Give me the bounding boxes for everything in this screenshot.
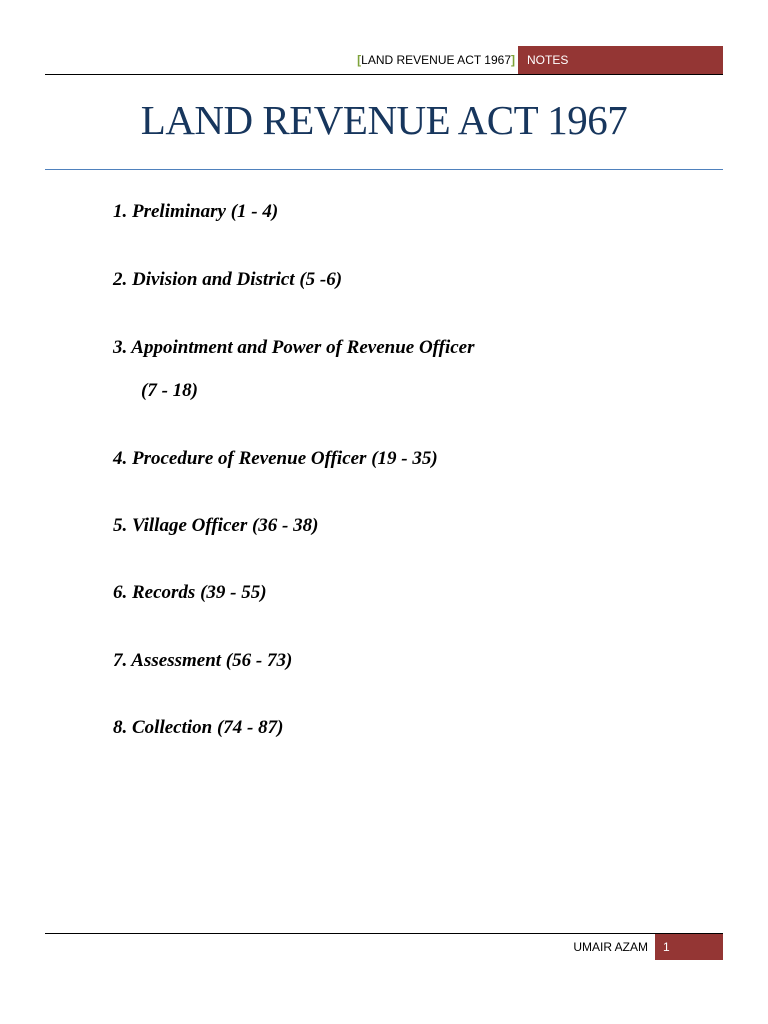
toc-item-7: 7. Assessment (56 - 73) — [113, 650, 293, 671]
page-number: 1 — [655, 934, 723, 960]
toc-item-2: 2. Division and District (5 -6) — [113, 269, 343, 290]
title-divider — [45, 169, 723, 170]
toc-item-3-continuation: (7 - 18) — [141, 380, 198, 401]
running-header-title — [300, 46, 515, 74]
toc-item-3: 3. Appointment and Power of Revenue Officer — [113, 337, 475, 358]
toc-item-8: 8. Collection (74 - 87) — [113, 717, 284, 738]
header-notes-tag: NOTES — [518, 46, 723, 74]
document-title: LAND REVENUE ACT 1967 — [140, 97, 628, 143]
toc-item-6: 6. Records (39 - 55) — [113, 582, 267, 603]
toc-item-5: 5. Village Officer (36 - 38) — [113, 515, 319, 536]
footer-author: UMAIR AZAM — [573, 940, 648, 954]
header-divider — [45, 74, 723, 75]
header-bracket-open: [ — [357, 53, 362, 67]
header-bracket-close: ] — [511, 53, 515, 67]
toc-item-4: 4. Procedure of Revenue Officer (19 - 35) — [113, 448, 438, 469]
header-title-text: LAND REVENUE ACT 1967 — [361, 53, 511, 67]
toc-item-1: 1. Preliminary (1 - 4) — [113, 201, 279, 222]
